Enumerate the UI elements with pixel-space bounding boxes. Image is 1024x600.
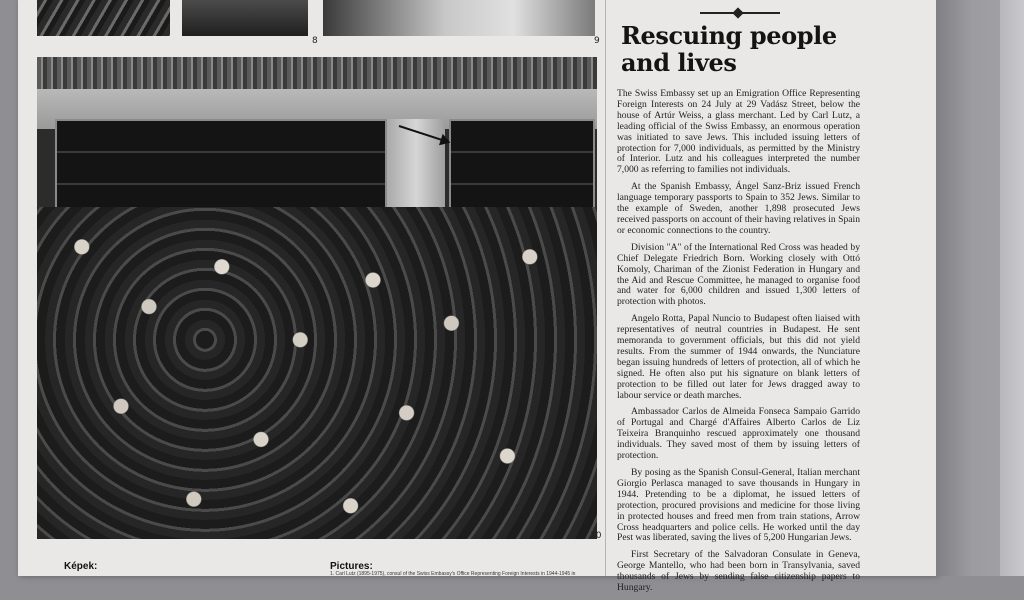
column-divider <box>605 0 606 576</box>
paragraph-perlasca: By posing as the Spanish Consul-General, Italian merchant Giorgio Perlasca managed to save thousands in Hungary in 1944. Pretending to be a diplomat, he issued letters of protection, procured provisions and medicine for those living in protected houses and freed men from train stations, Arrow Cross headquarters and police cells. He worked until the day Pest was liberated, saving the lives of 5,200 Hungarian Jews. <box>617 467 860 544</box>
section-heading: Rescuing people and lives <box>621 21 837 77</box>
paragraph-red-cross: Division "A" of the International Red Cross was headed by Chief Delegate Friedrich Born. Working closely with Ottó Komoly, Chariman of the Zionist Federation in Hungary and the Aid and Rescue Committee, he managed to organise food and water for 6,000 children and issued 1,300 letters of protection with photos. <box>617 241 860 308</box>
photo-number-9: 9 <box>594 36 600 46</box>
paragraph-papal-nuncio: Angelo Rotta, Papal Nuncio to Budapest often liaised with representatives of neutral countries in Budapest. He sent memoranda to government officials, but this did not yield results. From the summer of 1944 onwards, the Nunciature began issuing hundreds of letters of protection, all of which he signed. He often also put his signature on blank letters of protection to be filled out later for Jews dragged away to labour service or death marches. <box>617 313 860 401</box>
caption-line-english: 1. Carl Lutz (1895-1975), consul of the Swiss Embassy's Office Representing Foreign Interests in 1944-1945 in <box>330 571 576 577</box>
wall-edge <box>1000 0 1024 576</box>
building-cornice <box>37 57 597 89</box>
paragraph-mantello: First Secretary of the Salvadoran Consulate in Geneva, George Mantello, who had been born in Transylvania, saved thousands of Jews by sending false citizenship papers to Hungary. <box>617 549 860 594</box>
crowd-of-people <box>37 207 597 539</box>
ornament-rule-icon <box>700 12 780 14</box>
captions-label-hungarian: Képek: <box>64 561 98 572</box>
paragraph-portugal: Ambassador Carlos de Almeida Fonseca Sampaio Garrido of Portugal and Chargé d'Affaires Alberto Carlos de Liz Teixeira Branquinho rescued approximately one thousand individuals. They saved most of them by issuing letters of protection. <box>617 406 860 462</box>
captions-label-english: Pictures: <box>330 561 373 572</box>
photo-number-10: 10 <box>590 531 602 541</box>
top-photo-middle <box>182 0 308 36</box>
crowd-photograph <box>37 57 597 539</box>
top-photo-right <box>323 0 595 36</box>
top-photo-left <box>37 0 170 36</box>
photo-number-8: 8 <box>312 36 318 46</box>
section-body <box>617 89 860 600</box>
paragraph-spanish-embassy: At the Spanish Embassy, Ángel Sanz-Briz issued French language temporary passports to Spain to 352 Jews. Similar to the example of Sweden, another 1,898 prosecuted Jews received passports on account of their having relatives in Spain or economic connections to the country. <box>617 181 860 236</box>
paragraph-swiss-embassy: The Swiss Embassy set up an Emigration Office Representing Foreign Interests on 24 July at 29 Vadász Street, below the house of Artúr Weiss, a glass merchant. Led by Carl Lutz, a leading official of the Swiss Embassy, an enormous operation was initiated to save Jews. This included issuing letters of protection for 7,000 individuals, as permitted by the Ministry of Interior. Lutz and his colleagues interpreted the number 7,000 as referring to families not individuals. <box>617 88 860 176</box>
